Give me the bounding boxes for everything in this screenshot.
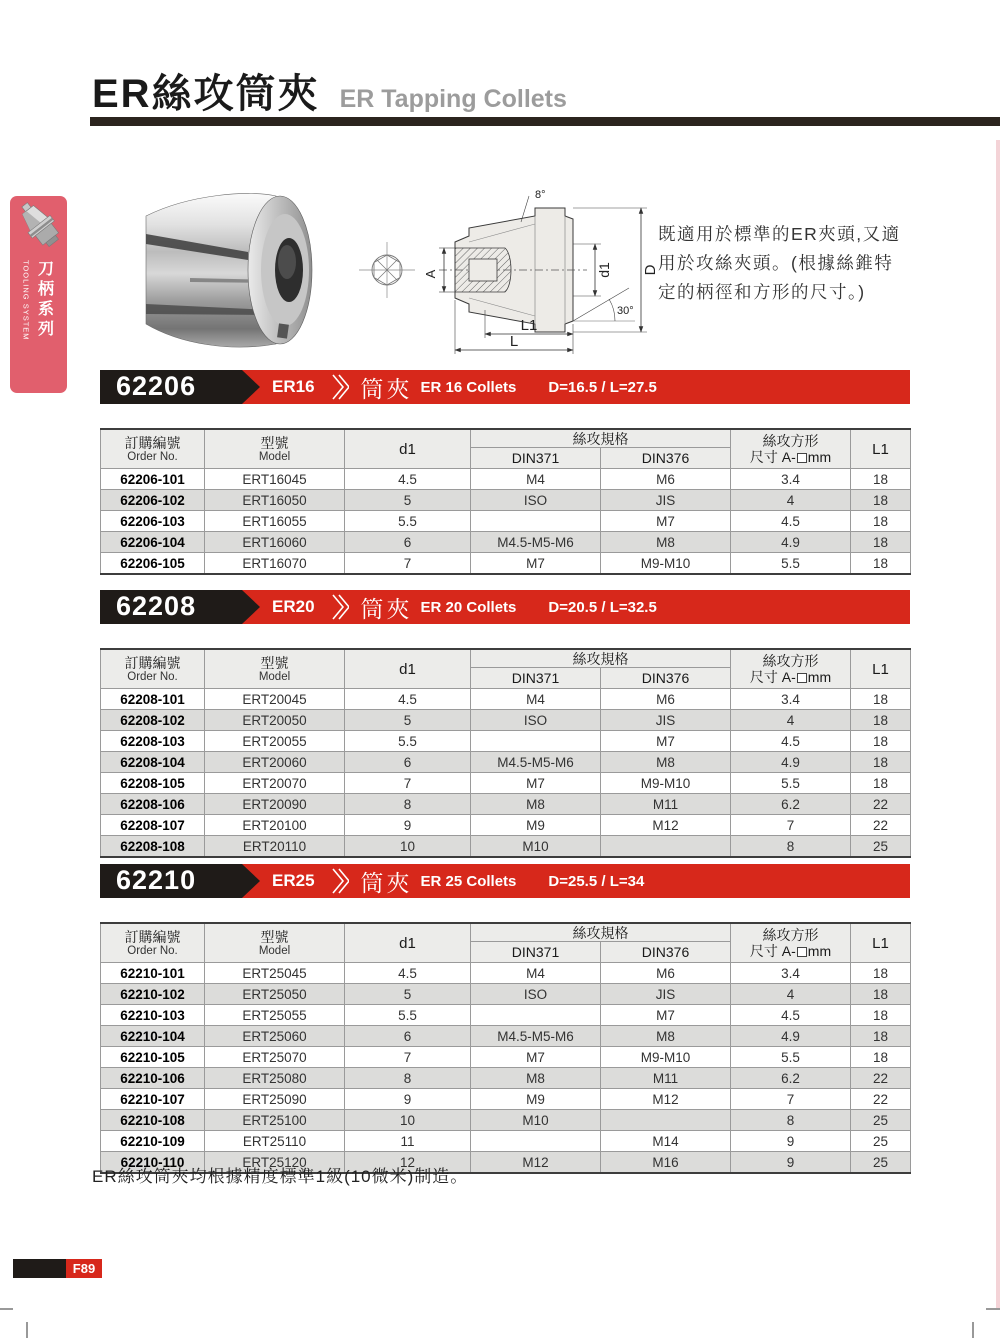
table-cell: M7 <box>471 1047 601 1068</box>
section-title-en: ER 16 Collets <box>420 378 517 396</box>
page-edge-strip <box>996 140 1000 1310</box>
table-cell: 3.4 <box>731 469 851 490</box>
table-cell: 62208-106 <box>101 794 205 815</box>
dim-angle-bottom: 30° <box>617 305 634 317</box>
table-cell: M7 <box>601 1005 731 1026</box>
technical-drawing <box>423 182 661 360</box>
table-cell: M4 <box>471 963 601 984</box>
col-header-d1: d1 <box>345 923 471 963</box>
table-cell: M7 <box>471 553 601 575</box>
table-cell: 3.4 <box>731 963 851 984</box>
table-cell: M8 <box>601 752 731 773</box>
col-header-order-no: 訂購編號 Order No. <box>101 649 205 689</box>
col-header-spec-group: 絲攻規格 <box>471 649 731 668</box>
table-cell: 4.5 <box>731 1005 851 1026</box>
table-cell: M10 <box>471 1110 601 1131</box>
dim-d1: d1 <box>596 262 612 278</box>
table-cell: 4.5 <box>345 963 471 984</box>
chevron-right-icon <box>331 593 349 621</box>
table-cell: 62208-105 <box>101 773 205 794</box>
table-cell: 7 <box>345 553 471 575</box>
square-symbol <box>797 673 807 683</box>
table-cell: ERT20090 <box>205 794 345 815</box>
section-banner-62206 <box>100 370 910 404</box>
table-row <box>101 794 911 815</box>
dim-angle-top: 8° <box>535 189 546 201</box>
table-cell: 4 <box>731 490 851 511</box>
table-cell: 5 <box>345 984 471 1005</box>
description-line: 定的柄徑和方形的尺寸。) <box>658 282 866 302</box>
table-row <box>101 836 911 858</box>
table-cell: 5.5 <box>345 511 471 532</box>
dim-l1: L1 <box>520 317 538 334</box>
table-cell: M10 <box>471 836 601 858</box>
table-cell: ERT20110 <box>205 836 345 858</box>
table-cell: JIS <box>601 984 731 1005</box>
table-cell: 62206-102 <box>101 490 205 511</box>
table-cell: 25 <box>851 1110 911 1131</box>
table-cell: M9-M10 <box>601 773 731 794</box>
table-cell: 8 <box>345 1068 471 1089</box>
table-cell: ERT25045 <box>205 963 345 984</box>
table-cell: 4.9 <box>731 1026 851 1047</box>
table-cell: M6 <box>601 689 731 710</box>
table-cell: 7 <box>731 815 851 836</box>
table-cell: 25 <box>851 1152 911 1174</box>
table-row <box>101 1089 911 1110</box>
section-er-size: ER20 <box>272 597 315 616</box>
table-cell: 25 <box>851 1131 911 1152</box>
col-header-din371: DIN371 <box>471 448 601 469</box>
table-cell: ERT16055 <box>205 511 345 532</box>
table-row <box>101 490 911 511</box>
table-row <box>101 689 911 710</box>
table-cell: 4.9 <box>731 752 851 773</box>
table-cell <box>601 836 731 858</box>
collet-table-er16 <box>100 428 911 575</box>
table-cell: JIS <box>601 710 731 731</box>
table-cell: ERT25055 <box>205 1005 345 1026</box>
table-cell: 10 <box>345 836 471 858</box>
table-cell: 6 <box>345 1026 471 1047</box>
col-header-d1: d1 <box>345 649 471 689</box>
page-title-en: ER Tapping Collets <box>339 85 567 113</box>
table-row <box>101 1047 911 1068</box>
table-cell: 62210-106 <box>101 1068 205 1089</box>
section-title-zh: 筒夾 <box>360 375 413 402</box>
table-cell: ERT20100 <box>205 815 345 836</box>
col-header-order-no: 訂購編號 Order No. <box>101 429 205 469</box>
table-cell: 9 <box>345 815 471 836</box>
table-row <box>101 1110 911 1131</box>
table-cell: 18 <box>851 963 911 984</box>
table-row <box>101 532 911 553</box>
manufacturing-note: ER絲攻筒夾均根據精度標準1級(10微米)制造。 <box>92 1167 469 1186</box>
title-rule <box>90 117 1000 126</box>
table-cell: 62208-104 <box>101 752 205 773</box>
table-cell: 5.5 <box>731 553 851 575</box>
table-cell: 18 <box>851 1026 911 1047</box>
table-cell: 5.5 <box>731 773 851 794</box>
section-code: 62208 <box>116 591 197 621</box>
series-side-tab <box>10 196 67 393</box>
table-cell: 4.9 <box>731 532 851 553</box>
table-cell <box>601 1110 731 1131</box>
table-cell: 8 <box>345 794 471 815</box>
table-cell: 18 <box>851 1047 911 1068</box>
table-cell: 9 <box>345 1089 471 1110</box>
table-row <box>101 553 911 575</box>
table-row <box>101 1026 911 1047</box>
table-cell: M8 <box>601 1026 731 1047</box>
table-cell: 62210-102 <box>101 984 205 1005</box>
table-row <box>101 1131 911 1152</box>
table-cell: M9 <box>471 1089 601 1110</box>
square-symbol <box>797 947 807 957</box>
table-cell: 4.5 <box>345 689 471 710</box>
table-cell: 18 <box>851 689 911 710</box>
table-row <box>101 1068 911 1089</box>
table-cell: 3.4 <box>731 689 851 710</box>
table-row <box>101 773 911 794</box>
table-cell: M16 <box>601 1152 731 1174</box>
col-header-din376: DIN376 <box>601 448 731 469</box>
table-cell: 5.5 <box>345 731 471 752</box>
table-cell: 22 <box>851 1089 911 1110</box>
table-cell: 62208-107 <box>101 815 205 836</box>
table-cell <box>471 511 601 532</box>
table-cell: ISO <box>471 710 601 731</box>
table-cell: ERT16070 <box>205 553 345 575</box>
table-cell: 18 <box>851 710 911 731</box>
table-cell: 62208-108 <box>101 836 205 858</box>
col-header-square: 絲攻方形 尺寸 A- mm <box>731 649 851 689</box>
table-cell: ERT25120 <box>205 1152 345 1174</box>
table-cell: ERT25100 <box>205 1110 345 1131</box>
table-cell: 6 <box>345 752 471 773</box>
table-cell: ERT16045 <box>205 469 345 490</box>
table-cell: M6 <box>601 469 731 490</box>
section-banner-62210 <box>100 864 910 898</box>
table-cell: 62206-105 <box>101 553 205 575</box>
table-cell: 62210-103 <box>101 1005 205 1026</box>
table-cell: 18 <box>851 1005 911 1026</box>
table-cell: M7 <box>601 731 731 752</box>
table-cell: M9-M10 <box>601 1047 731 1068</box>
series-tab-label-en: TOOLING SYSTEM <box>21 260 31 341</box>
table-row <box>101 815 911 836</box>
table-cell: M12 <box>601 1089 731 1110</box>
section-banner-62208 <box>100 590 910 624</box>
table-row <box>101 984 911 1005</box>
table-cell: 12 <box>345 1152 471 1174</box>
table-cell: ERT16050 <box>205 490 345 511</box>
table-cell: ERT20055 <box>205 731 345 752</box>
col-header-square: 絲攻方形 尺寸 A- mm <box>731 429 851 469</box>
table-cell: 22 <box>851 1068 911 1089</box>
table-cell: M9 <box>471 815 601 836</box>
table-cell: ERT25110 <box>205 1131 345 1152</box>
section-dimensions: D=20.5 / L=32.5 <box>548 598 657 616</box>
table-cell: 7 <box>345 1047 471 1068</box>
col-header-model: 型號 Model <box>205 429 345 469</box>
table-cell: 62208-102 <box>101 710 205 731</box>
table-cell: 5.5 <box>345 1005 471 1026</box>
page-number-marker <box>13 1259 102 1278</box>
table-cell: M8 <box>601 532 731 553</box>
table-cell: 62210-110 <box>101 1152 205 1174</box>
table-cell: 6.2 <box>731 1068 851 1089</box>
table-cell: 9 <box>731 1131 851 1152</box>
col-header-spec-group: 絲攻規格 <box>471 429 731 448</box>
col-header-l1: L1 <box>851 429 911 469</box>
table-cell: 7 <box>731 1089 851 1110</box>
col-header-order-no: 訂購編號 Order No. <box>101 923 205 963</box>
crop-mark <box>0 1308 13 1310</box>
series-tab-label-zh: 刀柄系列 <box>35 260 53 340</box>
table-cell: M8 <box>471 1068 601 1089</box>
table-cell: 62210-107 <box>101 1089 205 1110</box>
table-cell: M8 <box>471 794 601 815</box>
table-cell: M4.5-M5-M6 <box>471 1026 601 1047</box>
section-dimensions: D=16.5 / L=27.5 <box>548 378 657 396</box>
table-cell: ERT25050 <box>205 984 345 1005</box>
description-line: 用於攻絲夾頭。(根據絲錐特 <box>658 253 894 273</box>
table-cell: 18 <box>851 469 911 490</box>
table-row <box>101 731 911 752</box>
series-tab-labels <box>22 260 56 341</box>
table-cell: 7 <box>345 773 471 794</box>
table-row <box>101 710 911 731</box>
table-cell: 18 <box>851 773 911 794</box>
table-cell: 4 <box>731 984 851 1005</box>
table-cell: M11 <box>601 794 731 815</box>
table-cell: ERT20045 <box>205 689 345 710</box>
table-cell: 18 <box>851 553 911 575</box>
table-cell: 62210-109 <box>101 1131 205 1152</box>
table-cell: 18 <box>851 490 911 511</box>
table-cell: 8 <box>731 1110 851 1131</box>
dim-a: A <box>423 269 438 279</box>
square-symbol <box>797 453 807 463</box>
col-header-spec-group: 絲攻規格 <box>471 923 731 942</box>
table-row <box>101 752 911 773</box>
table-cell: M11 <box>601 1068 731 1089</box>
col-header-model: 型號 Model <box>205 649 345 689</box>
section-er-size: ER25 <box>272 871 315 890</box>
crop-mark <box>972 1322 974 1338</box>
table-cell: 62210-101 <box>101 963 205 984</box>
table-cell: ERT25080 <box>205 1068 345 1089</box>
section-er-size: ER16 <box>272 377 315 396</box>
page-number: F89 <box>66 1259 102 1278</box>
table-cell: M12 <box>601 815 731 836</box>
col-header-l1: L1 <box>851 649 911 689</box>
table-cell: ISO <box>471 490 601 511</box>
table-cell <box>471 1131 601 1152</box>
table-cell: M4 <box>471 469 601 490</box>
table-cell: ERT20050 <box>205 710 345 731</box>
table-cell: 22 <box>851 794 911 815</box>
table-cell: M4.5-M5-M6 <box>471 752 601 773</box>
table-cell: 18 <box>851 731 911 752</box>
table-cell: M12 <box>471 1152 601 1174</box>
table-cell: 62210-105 <box>101 1047 205 1068</box>
col-header-model: 型號 Model <box>205 923 345 963</box>
table-cell: 4.5 <box>345 469 471 490</box>
table-row <box>101 1005 911 1026</box>
table-cell: M4.5-M5-M6 <box>471 532 601 553</box>
table-cell: 5.5 <box>731 1047 851 1068</box>
col-header-square: 絲攻方形 尺寸 A- mm <box>731 923 851 963</box>
tool-holder-icon <box>15 196 63 254</box>
table-cell: ERT20070 <box>205 773 345 794</box>
table-cell: ERT25090 <box>205 1089 345 1110</box>
section-dimensions: D=25.5 / L=34 <box>548 872 645 890</box>
section-title-zh: 筒夾 <box>360 595 413 622</box>
section-title-zh: 筒夾 <box>360 869 413 896</box>
table-cell: 10 <box>345 1110 471 1131</box>
chevron-right-icon <box>331 867 349 895</box>
table-cell: M4 <box>471 689 601 710</box>
table-cell: 8 <box>731 836 851 858</box>
table-cell: 62210-108 <box>101 1110 205 1131</box>
table-cell: 6.2 <box>731 794 851 815</box>
product-description <box>658 220 998 307</box>
table-cell: JIS <box>601 490 731 511</box>
table-row <box>101 963 911 984</box>
col-header-din376: DIN376 <box>601 668 731 689</box>
collet-photo <box>130 182 365 354</box>
table-cell: 62206-101 <box>101 469 205 490</box>
table-cell: M7 <box>601 511 731 532</box>
col-header-d1: d1 <box>345 429 471 469</box>
dim-l: L <box>509 333 519 350</box>
col-header-din376: DIN376 <box>601 942 731 963</box>
table-cell: M14 <box>601 1131 731 1152</box>
description-line: 既適用於標準的ER夾頭,又適 <box>658 224 901 244</box>
collet-table-er20 <box>100 648 911 858</box>
table-cell: 5 <box>345 710 471 731</box>
chevron-right-icon <box>331 373 349 401</box>
table-cell: 6 <box>345 532 471 553</box>
table-cell: 62206-103 <box>101 511 205 532</box>
table-cell: M9-M10 <box>601 553 731 575</box>
table-cell: M6 <box>601 963 731 984</box>
dim-d: D <box>642 264 659 276</box>
col-header-din371: DIN371 <box>471 942 601 963</box>
page-title-zh: ER絲攻筒夾 <box>92 72 320 116</box>
collet-table-er25 <box>100 922 911 1174</box>
table-cell: 62206-104 <box>101 532 205 553</box>
section-title-en: ER 25 Collets <box>420 872 517 890</box>
col-header-l1: L1 <box>851 923 911 963</box>
crop-mark <box>986 1308 1000 1310</box>
table-row <box>101 511 911 532</box>
table-cell: ISO <box>471 984 601 1005</box>
table-cell: 4.5 <box>731 731 851 752</box>
table-cell: ERT16060 <box>205 532 345 553</box>
table-cell <box>471 731 601 752</box>
section-title-en: ER 20 Collets <box>420 598 517 616</box>
col-header-din371: DIN371 <box>471 668 601 689</box>
table-cell: 25 <box>851 836 911 858</box>
table-cell: 18 <box>851 511 911 532</box>
table-cell: ERT25060 <box>205 1026 345 1047</box>
table-cell: 18 <box>851 984 911 1005</box>
page-marker-black-block <box>13 1259 66 1278</box>
table-cell: 5 <box>345 490 471 511</box>
table-cell: 22 <box>851 815 911 836</box>
collet-end-view-symbol <box>357 240 417 300</box>
table-cell: 62208-101 <box>101 689 205 710</box>
section-code: 62210 <box>116 865 197 895</box>
section-code: 62206 <box>116 371 197 401</box>
table-cell: 18 <box>851 752 911 773</box>
table-cell: 62208-103 <box>101 731 205 752</box>
table-cell: M7 <box>471 773 601 794</box>
table-cell: 62210-104 <box>101 1026 205 1047</box>
table-cell: 4.5 <box>731 511 851 532</box>
table-cell: 9 <box>731 1152 851 1174</box>
table-cell <box>471 1005 601 1026</box>
page-title <box>92 62 567 119</box>
table-cell: ERT20060 <box>205 752 345 773</box>
table-cell: 4 <box>731 710 851 731</box>
table-row <box>101 469 911 490</box>
table-cell: ERT25070 <box>205 1047 345 1068</box>
table-cell: 11 <box>345 1131 471 1152</box>
table-cell: 18 <box>851 532 911 553</box>
crop-mark <box>26 1322 28 1338</box>
